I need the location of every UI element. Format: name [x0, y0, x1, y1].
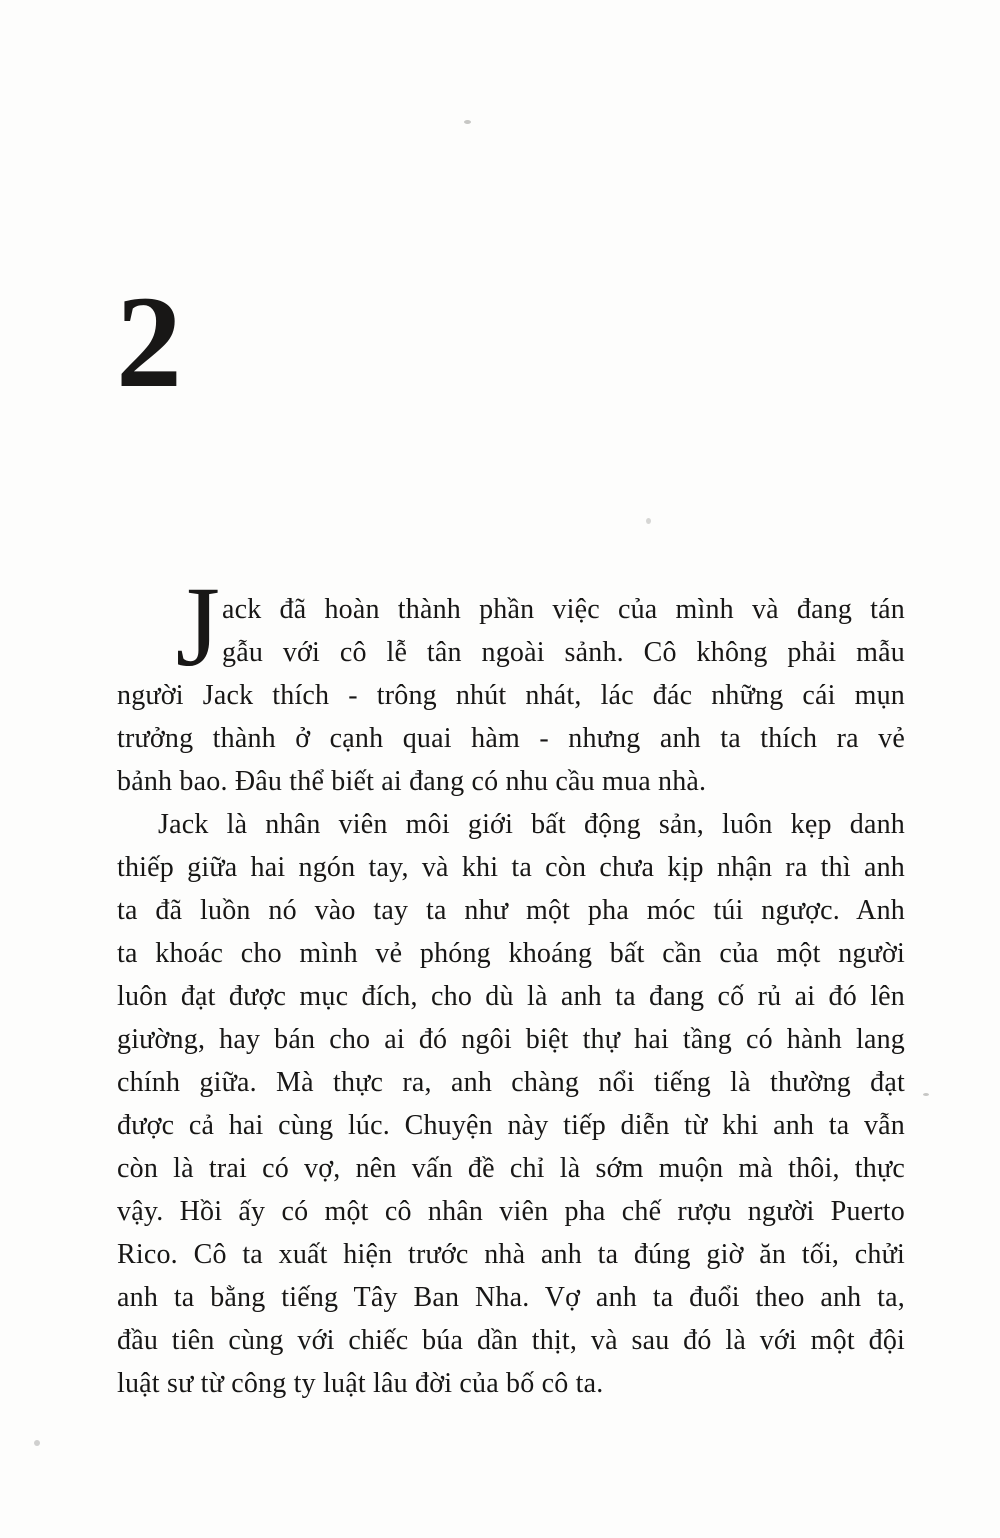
text-line: anh ta bằng tiếng Tây Ban Nha. Vợ anh ta đuổi theo anh ta, — [117, 1282, 905, 1313]
scan-speck — [923, 1093, 929, 1096]
text-line: giường, hay bán cho ai đó ngôi biệt thự hai tầng có hành lang — [117, 1024, 905, 1055]
text-line: bảnh bao. Đâu thể biết ai đang có nhu cầu mua nhà. — [117, 766, 707, 797]
scan-speck — [464, 120, 471, 124]
text-line: gẫu với cô lễ tân ngoài sảnh. Cô không phải mẫu — [222, 637, 905, 668]
paragraph-2 — [117, 803, 905, 1405]
text-line: còn là trai có vợ, nên vấn đề chỉ là sớm muộn mà thôi, thực — [117, 1153, 905, 1184]
text-line: chính giữa. Mà thực ra, anh chàng nổi tiếng là thường đạt — [117, 1067, 905, 1098]
text-line: ta đã luồn nó vào tay ta như một pha móc túi ngược. Anh — [117, 895, 905, 926]
dropcap-cell — [117, 563, 222, 690]
dropcap-lines — [222, 588, 905, 674]
text-line: ack đã hoàn thành phần việc của mình và đang tán — [222, 594, 905, 625]
paragraph-1 — [117, 563, 905, 803]
text-line: Rico. Cô ta xuất hiện trước nhà anh ta đúng giờ ăn tối, chửi — [117, 1239, 905, 1270]
chapter-number: 2 — [116, 268, 182, 415]
text-line: Jack là nhân viên môi giới bất động sản, luôn kẹp danh — [158, 809, 905, 840]
text-line: đầu tiên cùng với chiếc búa dần thịt, và sau đó là với một đội — [117, 1325, 905, 1356]
text-line: người Jack thích - trông nhút nhát, lác đác những cái mụn — [117, 680, 905, 711]
scan-speck — [34, 1440, 40, 1446]
scan-speck — [646, 518, 651, 524]
text-line: vậy. Hồi ấy có một cô nhân viên pha chế rượu người Puerto — [117, 1196, 905, 1227]
text-line: luôn đạt được mục đích, cho dù là anh ta đang cố rủ ai đó lên — [117, 981, 905, 1012]
text-line: ta khoác cho mình vẻ phóng khoáng bất cần của một người — [117, 938, 905, 969]
text-line: được cả hai cùng lúc. Chuyện này tiếp diễn từ khi anh ta vẫn — [117, 1110, 905, 1141]
dropcap-row — [117, 563, 905, 690]
dropcap-letter: J — [175, 563, 220, 690]
text-line: luật sư từ công ty luật lâu đời của bố cô ta. — [117, 1368, 604, 1399]
body-text — [117, 563, 905, 1405]
text-line: trưởng thành ở cạnh quai hàm - nhưng anh ta thích ra vẻ — [117, 723, 905, 754]
text-line: thiếp giữa hai ngón tay, và khi ta còn chưa kịp nhận ra thì anh — [117, 852, 905, 883]
